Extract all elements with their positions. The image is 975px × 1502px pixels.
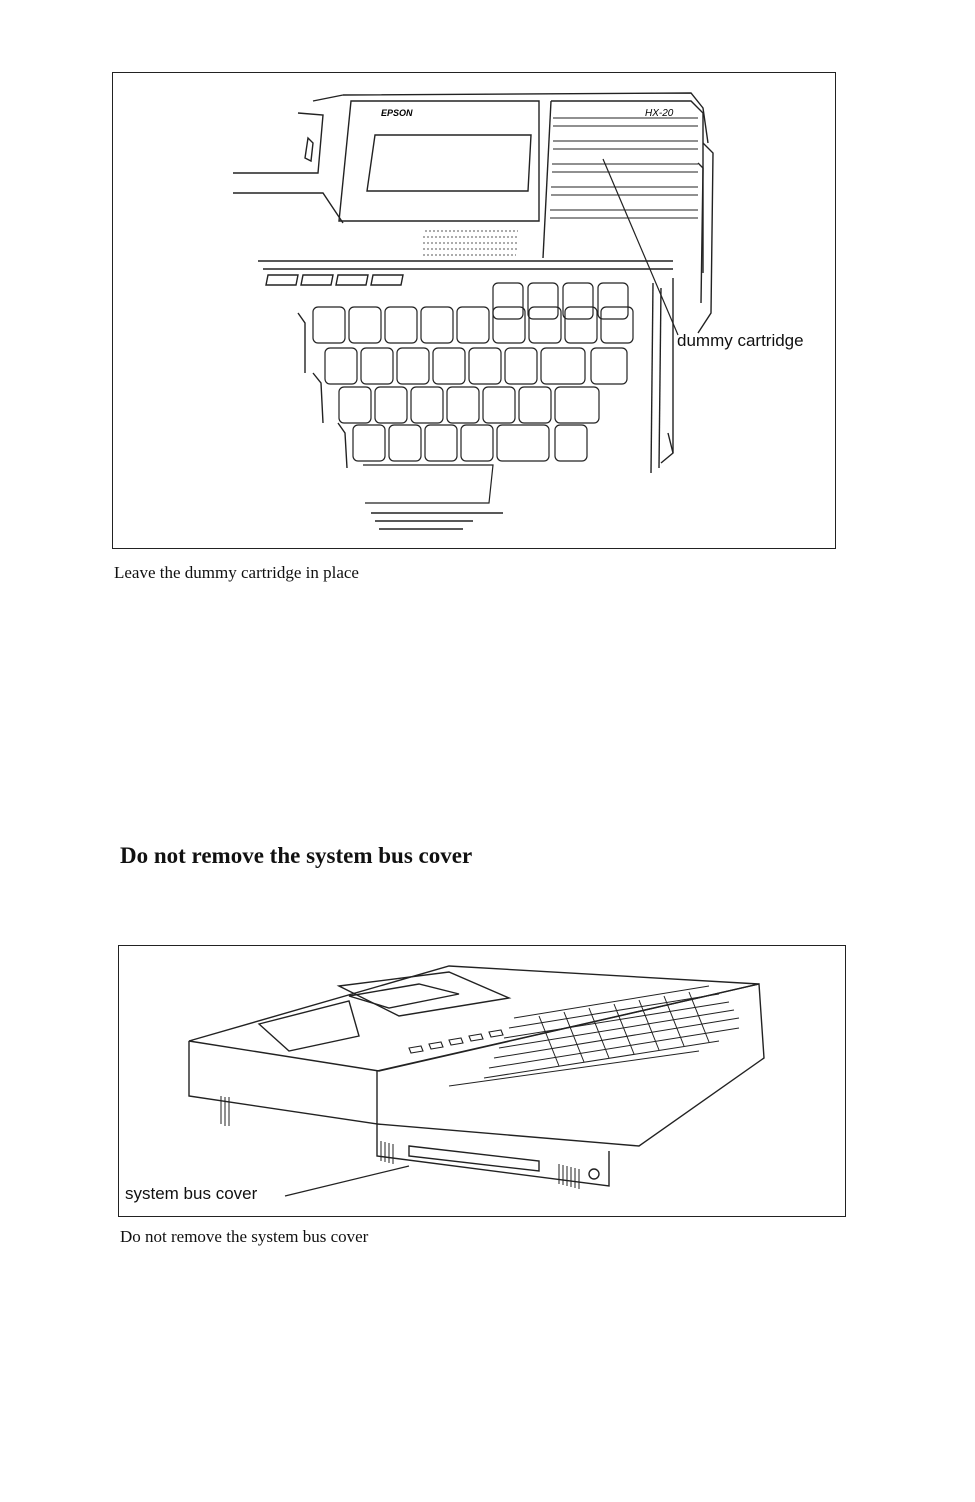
dummy-cartridge-callout: dummy cartridge (677, 331, 804, 350)
computer-side-illustration (119, 946, 847, 1218)
system-bus-cover-callout: system bus cover (125, 1184, 258, 1203)
figure1-caption: Leave the dummy cartridge in place (114, 563, 359, 582)
figure-system-bus-cover (118, 945, 846, 1217)
figure-dummy-cartridge (112, 72, 836, 549)
figure2-caption: Do not remove the system bus cover (120, 1227, 369, 1246)
brand-label: EPSON (381, 108, 413, 118)
computer-top-illustration (113, 73, 837, 550)
section-heading: Do not remove the system bus cover (120, 843, 473, 868)
model-label: HX-20 (645, 108, 674, 119)
